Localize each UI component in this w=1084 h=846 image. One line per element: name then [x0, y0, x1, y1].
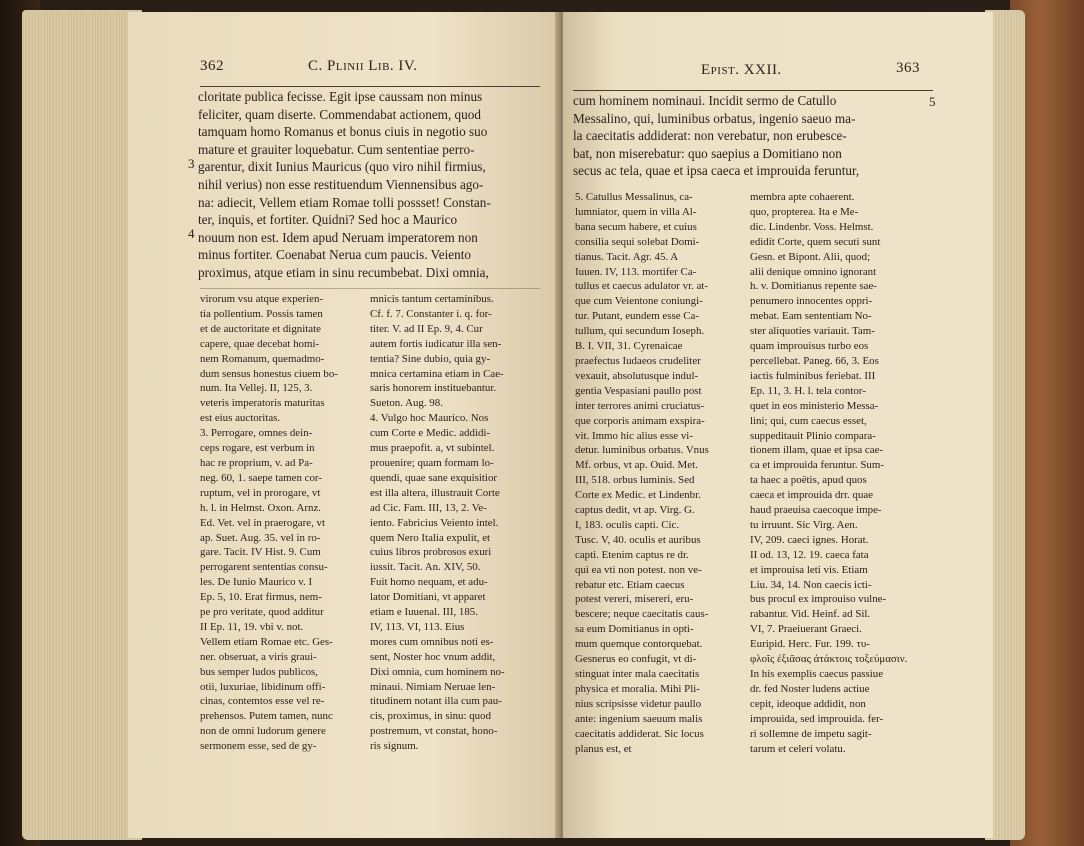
- note-line: consilia sequi solebat Domi-: [575, 235, 700, 248]
- note-line: IV, 209. caeci ignes. Horat.: [750, 533, 869, 546]
- text-line: ter, inquis, et fortiter. Quidni? Sed hoc a Maurico: [198, 212, 458, 228]
- note-line: minaui. Nimiam Neruae len-: [370, 680, 496, 693]
- note-line: B. I. VII, 31. Cyrenaicae: [575, 340, 683, 353]
- note-line: praefectus Iudaeos crudeliter: [575, 354, 701, 367]
- note-line: dr. fed Noster ludens actiue: [750, 682, 870, 695]
- note-line: nius scripsisse videtur paullo: [575, 697, 702, 710]
- note-line: iactis fulminibus feriebat. III: [750, 369, 876, 382]
- note-line: bus semper ludos publicos,: [200, 665, 318, 678]
- note-line: ster aliquoties variauit. Tam-: [750, 325, 875, 338]
- note-line: tianus. Tacit. Agr. 45. A: [575, 250, 679, 263]
- text-line: cloritate publica fecisse. Egit ipse caussam non minus: [198, 89, 483, 104]
- left-notes-rule: [200, 288, 540, 289]
- note-line: prehensos. Putem tamen, nunc: [200, 710, 333, 723]
- note-line: veteris imperatoris maturitas: [200, 397, 325, 410]
- text-line: tamquam homo Romanus et bonus ciuis in negotio suo: [198, 124, 488, 140]
- note-line: bus procul ex improuiso vulne-: [750, 593, 887, 606]
- note-line: mebat. Eam sententiam No-: [750, 310, 872, 323]
- text-line: secus ac tela, quae et ipsa caeca et improuida feruntur,: [573, 163, 860, 179]
- note-line: ad Cic. Fam. III, 13, 2. Ve-: [370, 501, 487, 514]
- note-line: potest vereri, misereri, eru-: [575, 593, 694, 606]
- note-line: inter terrores animi cruciatus-: [575, 399, 705, 412]
- right-page: [563, 12, 993, 838]
- note-line: II Ep. 11, 19. vbi v. not.: [200, 620, 304, 633]
- note-line: tullus et caecus adulator vr. at-: [575, 280, 709, 293]
- note-line: ruptum, vel in prorogare, vt: [200, 486, 321, 499]
- note-line: gare. Tacit. IV Hist. 9. Cum: [200, 546, 321, 559]
- note-line: mnica certamina etiam in Cae-: [370, 367, 504, 380]
- note-line: Ep. 5, 10. Erat firmus, nem-: [200, 591, 322, 604]
- note-line: ner. obseruat, a viris graui-: [200, 650, 317, 663]
- note-line: physica et moralia. Mihi Pli-: [575, 682, 700, 695]
- note-line: ante: ingenium saeuum malis: [575, 712, 703, 725]
- note-line: Tusc. V, 40. oculis et auribus: [575, 533, 701, 546]
- note-line: 3. Perrogare, omnes dein-: [200, 427, 313, 440]
- note-line: tentia? Sine dubio, quia gy-: [370, 352, 491, 365]
- left-notes-column-1: [200, 292, 338, 754]
- note-line: autem fortis iudicatur illa sen-: [370, 337, 502, 350]
- note-line: neg. 60, 1. saepe tamen cor-: [200, 471, 322, 484]
- note-line: ta haec a poëtis, apud quos: [750, 474, 867, 487]
- note-line: cuius libros probrosos exuri: [370, 546, 492, 559]
- note-line: capti. Etenim captus re dr.: [575, 548, 689, 561]
- right-page-number: 363: [896, 60, 920, 76]
- note-line: haud praeuisa caecoque impe-: [750, 504, 882, 517]
- note-line: vexauit, absolutusque indul-: [575, 369, 699, 382]
- note-line: quo, propterea. Ita e Me-: [750, 205, 859, 218]
- note-line: Ep. 11, 3. H. l. tela contor-: [750, 384, 866, 397]
- note-line: cinas, contemtos esse vel re-: [200, 695, 325, 708]
- note-line: h. l. in Helmst. Oxon. Arnz.: [200, 501, 321, 514]
- note-line: bana secum habere, et cuius: [575, 220, 697, 233]
- note-line: hac re proprium, v. ad Pa-: [200, 456, 313, 469]
- note-line: quet in eos ministerio Messa-: [750, 399, 879, 412]
- note-line: titer. V. ad II Ep. 9, 4. Cur: [370, 322, 483, 335]
- note-line: cis, proximus, in sinu: quod: [370, 710, 492, 723]
- note-line: pe pro veritate, quod additur: [200, 606, 324, 619]
- note-line: dic. Lindenbr. Voss. Helmst.: [750, 220, 874, 233]
- note-line: mus praepofit. a, vt subintel.: [370, 442, 495, 455]
- note-line: ap. Suet. Aug. 35. vel in ro-: [200, 531, 321, 544]
- note-line: 4. Vulgo hoc Maurico. Nos: [370, 412, 489, 425]
- note-line: lumniator, quem in villa Al-: [575, 205, 697, 218]
- note-line: improuida, sed improuida. fer-: [750, 712, 884, 725]
- note-line: que cum Veientone coniungi-: [575, 295, 703, 308]
- note-line: non de omni ludorum genere: [200, 725, 326, 738]
- text-line: mature et grauiter loquebatur. Cum sententiae perro-: [198, 141, 475, 157]
- note-line: cepit, ideoque addidit, non: [750, 697, 866, 710]
- note-line: percellebat. Paneg. 66, 3. Eos: [750, 354, 879, 367]
- note-line: Corte ex Medic. et Lindenbr.: [575, 489, 701, 502]
- note-line: et improuisa leti vis. Etiam: [750, 563, 868, 576]
- note-line: otii, luxuriae, libidinum offi-: [200, 680, 326, 693]
- note-line: quem Nero Italia expulit, et: [370, 531, 491, 544]
- note-line: cum Corte e Medic. addidi-: [370, 427, 491, 440]
- note-line: num. Ita Vellej. II, 125, 3.: [200, 382, 313, 395]
- note-line: mum quemque contorquebat.: [575, 638, 703, 651]
- note-line: Vellem etiam Romae etc. Ges-: [200, 635, 333, 648]
- note-line: prouenire; quam formam lo-: [370, 456, 494, 469]
- note-line: φλοῖς ἐξιᾶσας ἀτάκτοις τοξεύμασιν.: [750, 653, 908, 666]
- text-line: Messalino, qui, luminibus orbatus, ingenio saeuo ma-: [573, 110, 856, 126]
- text-line: garentur, dixit Iunius Mauricus (quo viro nihil firmius,: [198, 159, 486, 175]
- note-line: IV, 113. VI, 113. Eius: [370, 620, 465, 633]
- note-line: quendi, quae sane exquisitior: [370, 471, 498, 484]
- note-line: stinguat inter mala caecitatis: [575, 668, 700, 680]
- note-line: membra apte cohaerent.: [750, 191, 855, 203]
- left-head-rule: [200, 86, 540, 87]
- note-line: sermonem esse, sed de gy-: [200, 740, 317, 753]
- note-line: mnicis tantum certaminibus.: [370, 293, 494, 305]
- note-line: titudinem notant illa cum pau-: [370, 695, 502, 708]
- note-line: perrogarent sententias consu-: [200, 561, 328, 574]
- text-line: feliciter, quam diserte. Commendabat actionem, quod: [198, 106, 481, 122]
- note-line: bescere; neque caecitatis caus-: [575, 608, 709, 621]
- note-line: ris signum.: [370, 740, 419, 753]
- note-line: II od. 13, 12. 19. caeca fata: [750, 548, 869, 561]
- right-head-rule: [573, 90, 933, 91]
- note-line: quam improuisus turbo eos: [750, 340, 869, 353]
- text-line: minus fortiter. Coenabat Nerua cum paucis. Veiento: [198, 247, 471, 263]
- note-line: rebatur etc. Etiam caecus: [575, 578, 685, 591]
- right-running-head: Epist. XXII.: [701, 62, 782, 78]
- text-line: cum hominem nominaui. Incidit sermo de Catullo: [573, 93, 837, 108]
- note-line: postremum, vt constat, hono-: [370, 725, 498, 738]
- note-line: est illa altera, illustrauit Corte: [370, 486, 500, 499]
- note-line: qui ea vti non potest. non ve-: [575, 563, 702, 576]
- note-line: et de auctoritate et dignitate: [200, 322, 321, 335]
- note-line: que corporis animam exspira-: [575, 414, 705, 427]
- note-line: tarum et celeri volatu.: [750, 742, 846, 755]
- note-line: ceps rogare, est verbum in: [200, 442, 315, 455]
- note-line: tullum, qui secundum Ioseph.: [575, 325, 705, 338]
- note-line: Fuit homo nequam, et adu-: [370, 576, 488, 589]
- note-line: dum sensus honestus ciuem bo-: [200, 367, 338, 380]
- note-line: penumero innocentes oppri-: [750, 295, 873, 308]
- note-line: edidit Corte, quem secuti sunt: [750, 235, 881, 248]
- note-line: sent, Noster hoc vnum addit,: [370, 650, 496, 663]
- note-line: caeca et improuida drr. quae: [750, 489, 874, 502]
- right-margin-number-5: 5: [929, 94, 936, 109]
- note-line: ca et improuida feruntur. Sum-: [750, 459, 884, 472]
- note-line: Euripid. Herc. Fur. 199. τυ-: [750, 638, 870, 651]
- note-line: Gesn. et Bipont. Alii, quod;: [750, 250, 871, 263]
- note-line: gentia Vespasiani paullo post: [575, 384, 702, 397]
- text-line: nouum non est. Idem apud Neruam imperatorem non: [198, 229, 478, 245]
- note-line: Ed. Vet. vel in praerogare, vt: [200, 516, 325, 529]
- note-line: captus dedit, vt ap. Virg. G.: [575, 504, 695, 517]
- text-line: nihil verius) non esse restituendum Viennensibus ago-: [198, 176, 484, 192]
- note-line: tia pollentium. Possis tamen: [200, 307, 323, 320]
- note-line: saris honorem instituebantur.: [370, 382, 497, 395]
- note-line: iento. Fabricius Veiento intel.: [370, 516, 499, 529]
- note-line: capere, quae decebat homi-: [200, 337, 320, 350]
- right-main-text: [573, 92, 859, 180]
- note-line: alii denique omnino ignorant: [750, 265, 877, 278]
- left-margin-number-4: 4: [188, 226, 195, 241]
- note-line: rabantur. Vid. Heinf. ad Sil.: [750, 608, 871, 621]
- note-line: iussit. Tacit. An. XIV, 50.: [370, 561, 481, 574]
- text-line: na: adiecit, Vellem etiam Romae tolli possset! Constan-: [198, 194, 491, 210]
- note-line: 5. Catullus Messalinus, ca-: [575, 191, 693, 203]
- note-line: Iuuen. IV, 113. mortifer Ca-: [575, 265, 697, 278]
- note-line: Sueton. Aug. 98.: [370, 397, 443, 410]
- note-line: tionem illam, quae et ipsa cae-: [750, 444, 884, 457]
- left-main-text: [198, 88, 491, 282]
- note-line: detur. luminibus orbatus. Vnus: [575, 444, 709, 457]
- note-line: mores cum omnibus noti es-: [370, 635, 494, 648]
- note-line: In his exemplis caecus passiue: [750, 668, 884, 680]
- left-running-head: C. Plinii Lib. IV.: [308, 58, 418, 74]
- note-line: est eius auctoritas.: [200, 412, 281, 425]
- note-line: nem Romanum, quemadmo-: [200, 352, 325, 365]
- page-edges-left: [22, 10, 142, 840]
- note-line: virorum vsu atque experien-: [200, 293, 324, 305]
- note-line: Dixi omnia, cum hominem no-: [370, 665, 505, 678]
- text-line: proximus, atque etiam in sinu recumbebat. Dixi omnia,: [198, 264, 489, 280]
- right-notes-column-2: [750, 190, 907, 756]
- note-line: Mf. orbus, vt ap. Ouid. Met.: [575, 459, 698, 472]
- note-line: suppeditauit Plinio compara-: [750, 429, 876, 442]
- note-line: etiam e Iuuenal. III, 185.: [370, 606, 478, 619]
- note-line: Gesnerus eo confugit, vt di-: [575, 653, 697, 666]
- note-line: ri sollemne de impetu sagit-: [750, 727, 872, 740]
- note-line: III, 518. orbus luminis. Sed: [575, 474, 695, 487]
- note-line: tur. Putant, eundem esse Ca-: [575, 310, 700, 323]
- note-line: lini; qui, cum caecus esset,: [750, 414, 867, 427]
- note-line: vit. Immo hic alius esse vi-: [575, 429, 693, 442]
- left-notes-column-2: [370, 292, 505, 754]
- note-line: Liu. 34, 14. Non caecis icti-: [750, 578, 872, 591]
- left-page-number: 362: [200, 58, 224, 74]
- note-line: les. De Iunio Maurico v. I: [200, 576, 313, 589]
- left-page: [128, 12, 560, 838]
- note-line: planus est, et: [575, 742, 632, 755]
- text-line: la caecitatis addiderat: non verebatur, non erubesce-: [573, 128, 847, 144]
- note-line: sa eum Domitianus in opti-: [575, 623, 694, 636]
- left-margin-number-3: 3: [188, 156, 195, 171]
- note-line: I, 183. oculis capti. Cic.: [575, 518, 680, 531]
- right-notes-column-1: [575, 190, 709, 756]
- note-line: Cf. f. 7. Constanter i. q. for-: [370, 307, 492, 320]
- note-line: h. v. Domitianus repente sae-: [750, 280, 877, 293]
- note-line: tu irruunt. Sic Virg. Aen.: [750, 518, 858, 531]
- note-line: caecitatis addiderat. Sic locus: [575, 727, 704, 740]
- text-line: bat, non miserebatur: quo saepius a Domitiano non: [573, 145, 842, 161]
- note-line: VI, 7. Praeiuerant Graeci.: [750, 623, 862, 636]
- note-line: lator Domitiani, vt apparet: [370, 591, 486, 604]
